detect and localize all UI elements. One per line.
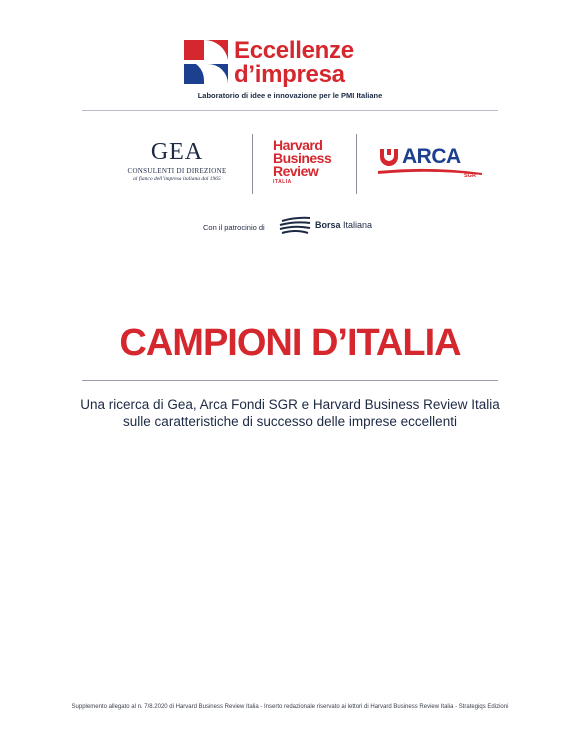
footer-note: Supplemento allegato al n. 7/8.2020 di Harvard Business Review Italia - Inserto redazionale riservato ai lettori di Harvard Business Review Italia - Strategiqs Edizioni <box>71 704 509 710</box>
eccellenze-mark-icon <box>184 40 228 84</box>
arca-suffix: SGR <box>464 173 476 179</box>
brand-title-line1: Eccellenze <box>234 37 354 64</box>
patronage-label: Con il patrocinio di <box>203 223 265 232</box>
gea-logo <box>118 140 236 182</box>
brand-tagline: Laboratorio di idee e innovazione per le PMI Italiane <box>197 91 383 100</box>
arca-name: ARCA <box>402 145 461 168</box>
borsa-italiana-mark-icon <box>278 215 312 237</box>
borsa-italiana-name <box>315 220 372 230</box>
hbr-logo <box>273 139 331 185</box>
hbr-line2: Business <box>273 150 332 166</box>
logo-divider-2 <box>356 134 357 194</box>
gea-subtitle: CONSULENTI DI DIREZIONE <box>127 167 227 175</box>
gea-tagline: al fianco dell’impresa italiana dal 1965 <box>133 176 221 182</box>
brand-title-line2: d’impresa <box>234 61 345 88</box>
arca-logo <box>378 145 482 185</box>
subtitle-line2: sulle caratteristiche di successo delle imprese eccellenti <box>123 414 457 429</box>
borsa-name-rest: Italiana <box>340 220 373 230</box>
gea-name: GEA <box>150 139 204 165</box>
hbr-line1: Harvard <box>273 137 323 153</box>
logo-divider-1 <box>252 134 253 194</box>
arca-mark-icon <box>378 147 400 167</box>
hbr-line3: Review <box>273 163 319 179</box>
main-title: CAMPIONI D’ITALIA <box>119 322 461 364</box>
hbr-edition: ITALIA <box>273 179 292 185</box>
borsa-name-bold: Borsa <box>315 220 341 230</box>
title-divider <box>82 380 498 381</box>
top-divider <box>82 110 498 111</box>
subtitle-line1: Una ricerca di Gea, Arca Fondi SGR e Harvard Business Review Italia <box>80 397 500 412</box>
subtitle <box>0 396 580 430</box>
